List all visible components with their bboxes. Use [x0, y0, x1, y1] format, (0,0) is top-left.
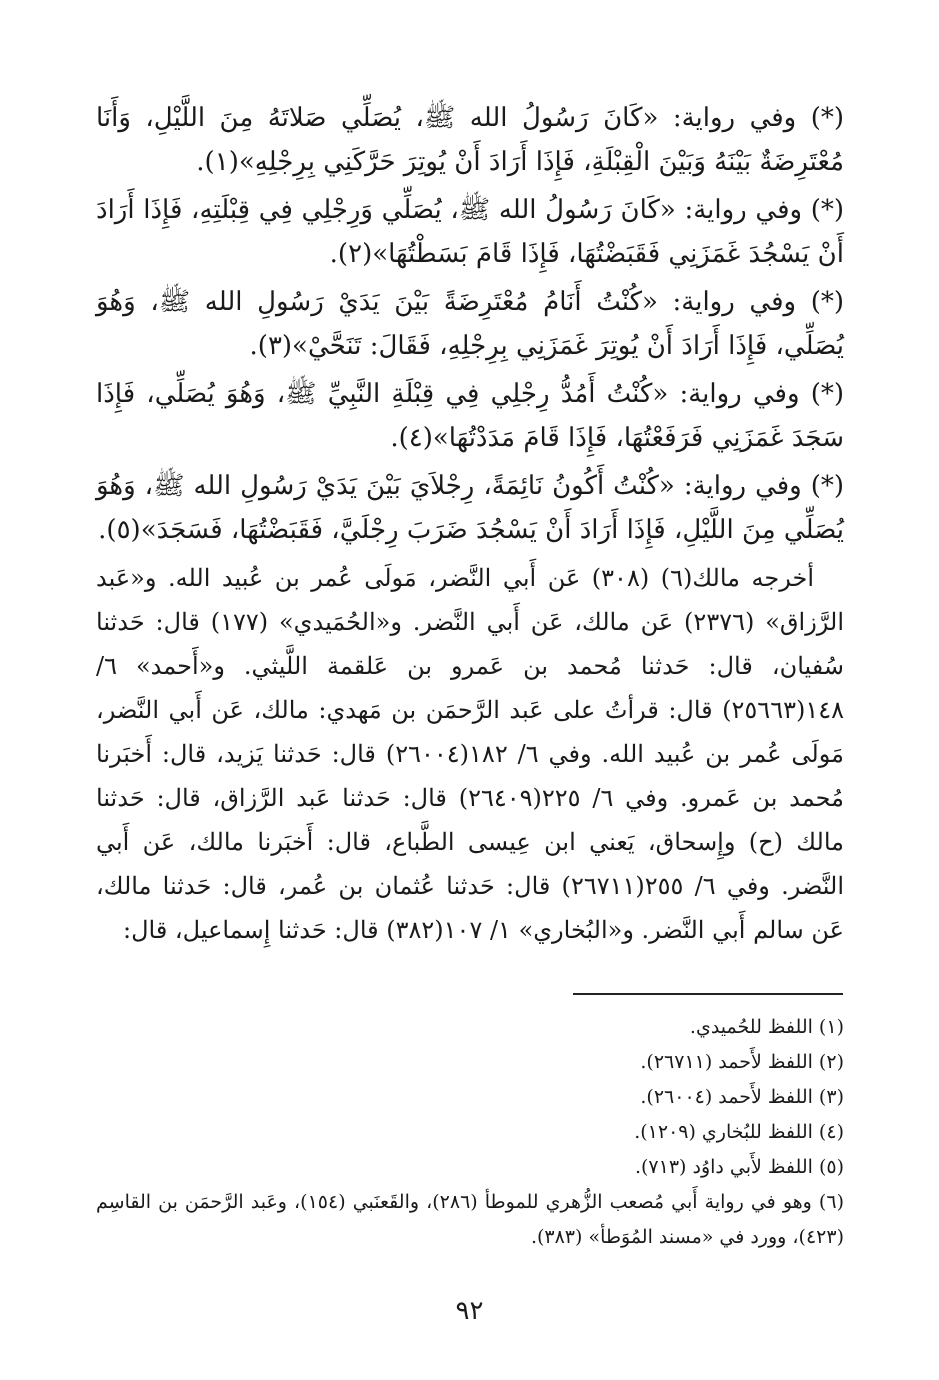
footnote-2: (٢) اللفظ لأَحمد (٢٦٧١١). — [640, 1051, 844, 1073]
narration-paragraph-5: (*) وفي رواية: «كُنْتُ أَكُونُ نَائِمَةً، رِجْلاَيَ بَيْنَ يَدَيْ رَسُولِ الله ﷺ، وَهُوَ يُصَلِّي مِنَ اللَّيْلِ، فَإِذَا أَرَادَ أَنْ يَسْجُدَ ضَرَبَ رِجْلَيَّ، فَقَبَضْتُهَا، فَسَجَدَ»(٥). — [96, 471, 844, 545]
takhrij-paragraph: أخرجه مالك(٦) (٣٠٨) عَن أَبي النَّضر، مَولَى عُمر بن عُبيد الله. و«عَبد الرَّزاق» (٢٣٧٦) عَن مالك، عَن أَبي النَّضر. و«الحُمَيدي» (١٧٧) قال: حَدثنا سُفيان، قال: حَدثنا مُحمد بن عَمرو بن عَلقمة اللَّيثي. و«أَحمد» ٦/ ١٤٨(٢٥٦٦٣) قال: قرأتُ على عَبد الرَّحمَن بن مَهدي: مالك، عَن أَبي النَّضر، مَولَى عُمر بن عُبيد الله. وفي ٦/ ١٨٢(٢٦٠٠٤) قال: حَدثنا يَزيد، قال: أَخبَرنا مُحمد بن عَمرو. وفي ٦/ ٢٢٥(٢٦٤٠٩) قال: حَدثنا عَبد الرَّزاق، قال: حَدثنا مالك (ح) وإِسحاق، يَعني ابن عِيسى الطَّباع، قال: أَخبَرنا مالك، عَن أَبي النَّضر. وفي ٦/ ٢٥٥(٢٦٧١١) قال: حَدثنا عُثمان بن عُمر، قال: حَدثنا مالك، عَن سالم أَبي النَّضر. و«البُخاري» ١/ ١٠٧(٣٨٢) قال: حَدثنا إِسماعيل، قال: — [96, 564, 845, 944]
footnote-5: (٥) اللفظ لأَبي داوُد (٧١٣). — [634, 1156, 844, 1178]
main-text — [96, 96, 844, 952]
footnote-6: (٦) وهو في رواية أَبي مُصعب الزُّهري للموطأ (٢٨٦)، والقَعنَبي (١٥٤)، وعَبد الرَّحمَن بن القاسِم (٤٢٣)، وورد في «مسند المُوَطأ» (٣٨٣). — [96, 1191, 844, 1248]
narration-paragraph-1: (*) وفي رواية: «كَانَ رَسُولُ الله ﷺ، يُصَلِّي صَلاتَهُ مِنَ اللَّيْلِ، وَأَنَا مُعْتَرِضَةٌ بَيْنَهُ وَبَيْنَ الْقِبْلَةِ، فَإِذَا أَرَادَ أَنْ يُوتِرَ حَرَّكَنِي بِرِجْلِهِ»(١). — [96, 103, 844, 177]
footnote-3: (٣) اللفظ لأَحمد (٢٦٠٠٤). — [640, 1086, 844, 1108]
narration-paragraph-2: (*) وفي رواية: «كَانَ رَسُولُ الله ﷺ، يُصَلِّي وَرِجْلِي فِي قِبْلَتِهِ، فَإِذَا أَرَادَ أَنْ يَسْجُدَ غَمَزَنِي فَقَبَضْتُهَا، فَإِذَا قَامَ بَسَطْتُهَا»(٢). — [96, 195, 844, 269]
footnote-1: (١) اللفظ للحُميدي. — [689, 1016, 844, 1038]
narration-paragraph-3: (*) وفي رواية: «كُنْتُ أَنَامُ مُعْتَرِضَةً بَيْنَ يَدَيْ رَسُولِ الله ﷺ، وَهُوَ يُصَلِّي، فَإِذَا أَرَادَ أَنْ يُوتِرَ غَمَزَنِي بِرِجْلِهِ، فَقَالَ: تَنَحَّيْ»(٣). — [96, 287, 844, 361]
page-number: ٩٢ — [455, 1296, 484, 1326]
footnotes — [96, 1010, 844, 1255]
footnote-4: (٤) اللفظ للبُخاري (١٢٠٩). — [634, 1121, 844, 1143]
footnote-separator — [573, 993, 843, 995]
narration-paragraph-4: (*) وفي رواية: «كُنْتُ أَمُدُّ رِجْلِي فِي قِبْلَةِ النَّبِيِّ ﷺ، وَهُوَ يُصَلِّي، فَإِذَا سَجَدَ غَمَزَنِي فَرَفَعْتُهَا، فَإِذَا قَامَ مَدَدْتُهَا»(٤). — [96, 379, 844, 453]
